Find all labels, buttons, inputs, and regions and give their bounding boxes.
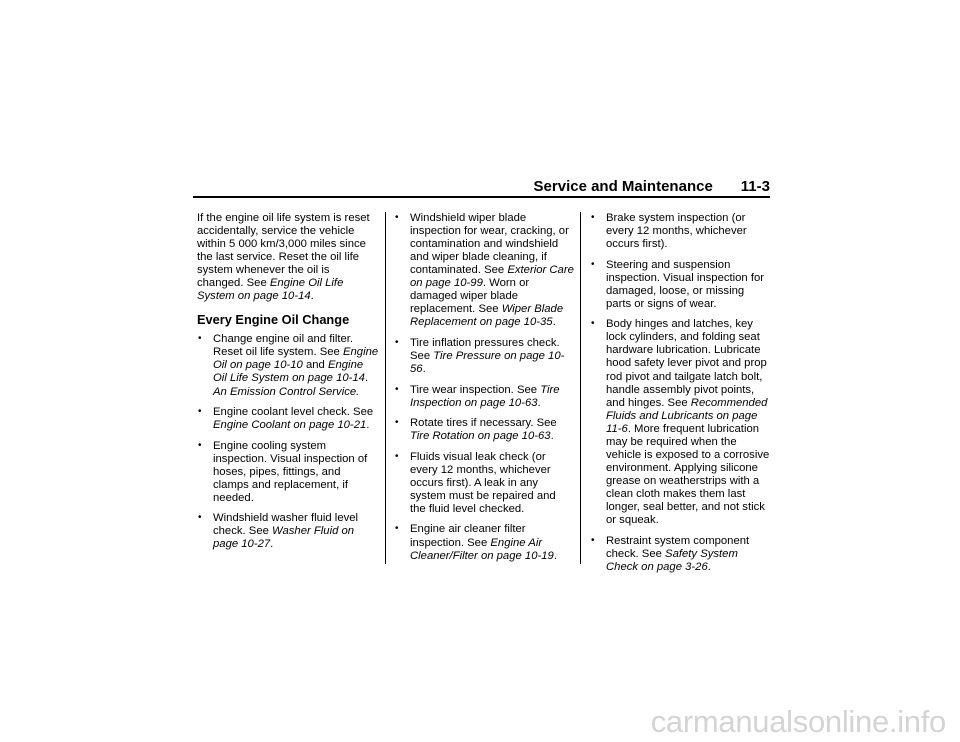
cross-reference: Safety System Check on page 3-26 bbox=[606, 547, 738, 573]
cross-reference: Washer Fluid on page 10-27 bbox=[213, 525, 355, 551]
intro-paragraph bbox=[197, 212, 379, 303]
bullet-list-1 bbox=[197, 333, 379, 551]
cross-reference: Engine Oil Life System on page 10-14 bbox=[197, 277, 344, 303]
bullet-icon: • bbox=[198, 439, 202, 451]
bullet-icon: • bbox=[395, 336, 399, 348]
text-run: Change engine oil and filter. Reset oil life system. See bbox=[213, 333, 354, 359]
text-run: . bbox=[552, 316, 556, 329]
cross-reference: Exterior Care on page 10-99 bbox=[410, 264, 574, 290]
bullet-icon: • bbox=[395, 383, 399, 395]
cross-reference: Engine Air Cleaner/Filter on page 10-19 bbox=[410, 536, 554, 562]
text-run: . bbox=[553, 549, 557, 562]
text-run: . bbox=[366, 419, 370, 432]
bullet-icon: • bbox=[198, 333, 202, 345]
list-item bbox=[394, 337, 574, 376]
bullet-icon: • bbox=[591, 534, 595, 546]
text-run: Engine coolant level check. See bbox=[213, 406, 374, 419]
bullet-icon: • bbox=[198, 512, 202, 524]
header-rule bbox=[193, 196, 770, 198]
section-heading: Every Engine Oil Change bbox=[197, 312, 350, 328]
list-item bbox=[197, 440, 379, 505]
text-run: Windshield wiper blade inspection for wear, cracking, or contamination and windshield and wiper blade cleaning, if contaminated. See bbox=[410, 212, 569, 277]
text-run: Fluids visual leak check (or every 12 months, whichever occurs first). A leak in any system must be repaired and the fluid level checked. bbox=[410, 450, 556, 515]
cross-reference: Recommended Fluids and Lubricants on page 11-6 bbox=[606, 396, 768, 435]
text-run: Steering and suspension inspection. Visual inspection for damaged, loose, or missing parts or signs of wear. bbox=[606, 258, 765, 310]
text-run: . bbox=[422, 363, 426, 376]
text-run: . More frequent lubrication may be required when the vehicle is exposed to a corrosive environment. Applying silicone grease on weatherstrips with a clean cloth makes them last longer, seal better, and not stick or squeak. bbox=[606, 422, 770, 527]
list-item bbox=[590, 259, 770, 311]
column-divider-1 bbox=[385, 212, 386, 564]
cross-reference: Engine Coolant on page 10-21 bbox=[213, 419, 367, 432]
bullet-list-2 bbox=[394, 212, 574, 563]
text-run: and bbox=[302, 359, 328, 372]
list-item bbox=[394, 451, 574, 516]
list-item bbox=[394, 384, 574, 410]
column-1 bbox=[197, 212, 379, 559]
text-run: Rotate tires if necessary. See bbox=[410, 417, 557, 430]
list-item bbox=[394, 523, 574, 562]
cross-reference: An Emission Control Service. bbox=[213, 385, 360, 398]
bullet-icon: • bbox=[395, 417, 399, 429]
text-run: . bbox=[364, 372, 369, 385]
list-item bbox=[394, 212, 574, 329]
text-run: Tire inflation pressures check. See bbox=[410, 336, 560, 362]
bullet-icon: • bbox=[395, 523, 399, 535]
section-title: Service and Maintenance bbox=[533, 178, 713, 195]
cross-reference: Tire Rotation on page 10-63 bbox=[410, 430, 551, 443]
bullet-list-3 bbox=[590, 212, 770, 574]
bullet-icon: • bbox=[395, 212, 399, 223]
column-divider-2 bbox=[580, 212, 581, 564]
text-run: . bbox=[707, 560, 711, 573]
column-3 bbox=[590, 212, 770, 581]
text-run: Body hinges and latches, key lock cylinders, and folding seat hardware lubrication. Lubricate hood safety lever pivot and prop rod pivot and tailgate latch bolt, handle assembly pivot points, and hinges. See bbox=[606, 318, 767, 409]
bullet-icon: • bbox=[395, 450, 399, 462]
text-run: . bbox=[310, 290, 314, 303]
text-run: Restraint system component check. See bbox=[606, 534, 750, 560]
text-run: . bbox=[550, 430, 554, 443]
watermark: carmanualsonline.info bbox=[650, 704, 946, 739]
list-item bbox=[394, 417, 574, 443]
list-item bbox=[590, 212, 770, 251]
bullet-icon: • bbox=[591, 212, 595, 223]
text-run: . bbox=[537, 396, 541, 409]
page-header bbox=[193, 176, 770, 198]
text-run: . bbox=[270, 538, 274, 551]
cross-reference: Engine Oil on page 10-10 bbox=[213, 346, 379, 372]
cross-reference: Tire Inspection on page 10-63 bbox=[410, 383, 560, 409]
bullet-icon: • bbox=[591, 258, 595, 270]
text-run: Brake system inspection (or every 12 months, whichever occurs first). bbox=[606, 212, 747, 251]
text-run: Windshield washer fluid level check. See bbox=[213, 512, 359, 538]
text-run: Tire wear inspection. See bbox=[410, 383, 541, 396]
cross-reference: Tire Pressure on page 10-56 bbox=[410, 349, 565, 376]
bullet-icon: • bbox=[591, 318, 595, 330]
text-run: Engine cooling system inspection. Visual inspection of hoses, pipes, fittings, and clamps and replacement, if needed. bbox=[213, 439, 368, 504]
text-run: . Worn or damaged wiper blade replacement. See bbox=[410, 277, 530, 316]
page-number: 11-3 bbox=[740, 178, 770, 195]
text-run: Engine air cleaner filter inspection. See bbox=[410, 523, 526, 549]
bullet-icon: • bbox=[198, 406, 202, 418]
list-item bbox=[590, 535, 770, 574]
list-item bbox=[197, 512, 379, 551]
cross-reference: Wiper Blade Replacement on page 10-35 bbox=[410, 303, 564, 329]
text-run: If the engine oil life system is reset accidentally, service the vehicle within 5 000 km/3,000 miles since the last service. Reset the oil life system whenever the oil is changed. See bbox=[197, 212, 370, 290]
list-item bbox=[197, 406, 379, 432]
column-2 bbox=[394, 212, 574, 570]
cross-reference: Engine Oil Life System on page 10-14 bbox=[213, 359, 365, 385]
list-item bbox=[590, 318, 770, 527]
list-item bbox=[197, 333, 379, 398]
